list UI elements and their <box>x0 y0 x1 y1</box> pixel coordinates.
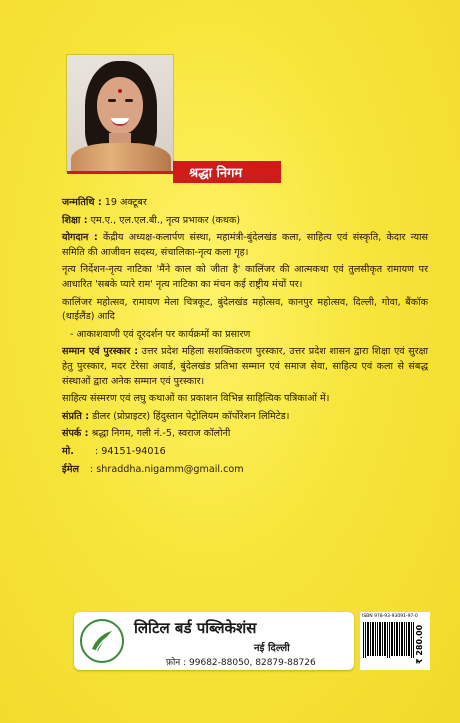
dob-value: 19 अक्टूबर <box>104 197 147 208</box>
education-label: शिक्षा : <box>62 214 88 226</box>
email-value: : shraddha.nigamm@gmail.com <box>90 463 244 475</box>
mobile-label: मो. <box>62 445 74 457</box>
dob-line <box>62 196 428 211</box>
email-label: ईमेल <box>62 463 79 475</box>
awards-label: सम्मान एवं पुरस्कार : <box>62 346 139 358</box>
bird-logo-icon <box>80 619 124 663</box>
publisher-city: नई दिल्ली <box>254 643 290 654</box>
author-photo <box>67 55 173 171</box>
occupation-value: डीलर (प्रोप्राइटर) हिंदुस्तान पेट्रोलियम कॉर्पोरेशन लिमिटेड। <box>92 410 290 422</box>
awards-line <box>62 345 428 389</box>
author-bio <box>62 196 428 480</box>
publisher-phone: फ़ोन : 99682-88050, 82879-88726 <box>166 658 316 668</box>
contact-label: संपर्क : <box>62 428 89 440</box>
photo-accent-line <box>67 171 173 174</box>
publisher-box <box>74 612 354 670</box>
mobile-value: : 94151-94016 <box>94 445 166 457</box>
publisher-name: लिटिल बर्ड पब्लिकेशंस <box>134 619 257 637</box>
occupation-line <box>62 410 428 425</box>
dob-label: जन्मतिथि : <box>62 197 102 208</box>
price-label: ₹ 280.00 <box>415 624 424 664</box>
contribution-label: योगदान : <box>62 232 98 244</box>
education-line <box>62 214 428 229</box>
author-name: श्रद्धा निगम <box>189 166 243 181</box>
mobile-line <box>62 445 428 460</box>
broadcast-para: - आकाशवाणी एवं दूरदर्शन पर कार्यक्रमों का प्रसारण <box>70 328 251 340</box>
isbn-text: ISBN 978-93-93091-97-0 <box>362 614 418 619</box>
education-value: एम.ए., एल.एल.बी., नृत्य प्रभाकर (कथक) <box>90 214 241 226</box>
festivals-para: कालिंजर महोत्सव, रामायण मेला चित्रकूट, बुंदेलखंड महोत्सव, कानपुर महोत्सव, दिल्ली, गोवा, बैंकॉक (थाईलैंड) आदि <box>62 296 428 323</box>
publication-para: साहित्य संस्मरण एवं लघु कथाओं का प्रकाशन विभिन्न साहित्यिक पत्रिकाओं में। <box>62 393 330 405</box>
dance-direction-para: नृत्य निर्देशन-नृत्य नाटिका 'मैंने काल को जीता है' कालिंजर की आत्मकथा एवं तुलसीकृत रामायण पर आधारित 'सबके प्यारे राम' नृत्य नाटिका का मंचन कई राष्ट्रीय मंचों पर। <box>62 264 428 290</box>
contribution-value: केंद्रीय अध्यक्ष-कलार्पण संस्था, महामंत्री-बुंदेलखंड कला, साहित्य एवं संस्कृति, केदार न्यास समिति की आजीवन सदस्य, संचालिका-नृत्य कला गृह। <box>62 232 428 258</box>
contact-value: श्रद्धा निगम, गली नं.-5, स्वराज कॉलोनी <box>91 428 231 440</box>
awards-value: उत्तर प्रदेश महिला सशक्तिकरण पुरस्कार, उत्तर प्रदेश शासन द्वारा शिक्षा एवं सुरक्षा हेतु पुरस्कार, मदर टेरेसा अवार्ड, बुंदेलखंड प्रतिभा सम्मान एवं समाज सेवा, साहित्य एवं कला से संबद्ध संस्थाओं द्वारा अनेक सम्मान एवं पुरस्कार। <box>62 346 428 387</box>
author-name-band <box>173 161 281 183</box>
occupation-label: संप्रति : <box>62 410 90 422</box>
barcode-icon <box>363 622 415 662</box>
contribution-line <box>62 231 428 260</box>
barcode-block <box>360 612 430 670</box>
contact-line <box>62 427 428 442</box>
email-line <box>62 463 428 478</box>
